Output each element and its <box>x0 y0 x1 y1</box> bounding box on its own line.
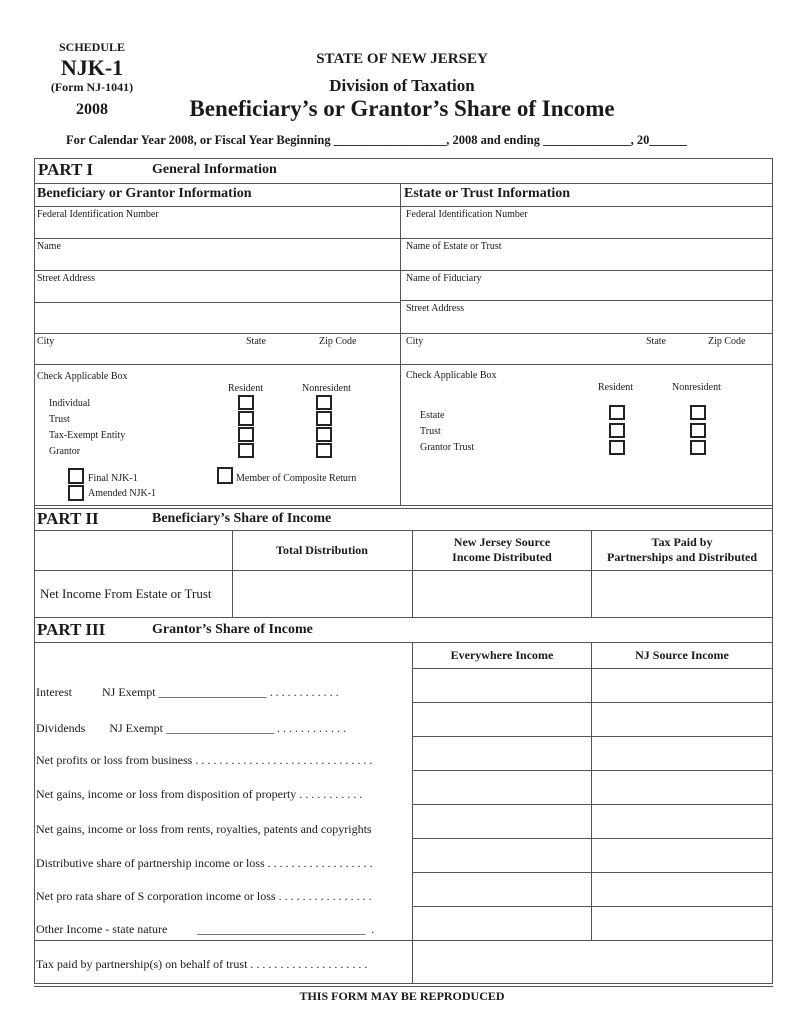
fiduciary-name-field[interactable]: Name of Fiduciary <box>406 273 482 284</box>
tax-paid-header-1: Tax Paid by <box>651 535 713 549</box>
estate-zip-field[interactable]: Zip Code <box>708 336 746 347</box>
beneficiary-fein-field[interactable]: Federal Identification Number <box>37 209 159 220</box>
net-profits-row: Net profits or loss from business . . . . . . . . . . . . . . . . . . . . . . . . . . . . . . <box>36 753 373 767</box>
final-njk1-checkbox[interactable] <box>68 468 84 484</box>
tax-paid-field[interactable] <box>592 571 772 616</box>
dividends-row: Dividends NJ Exempt __________________ . . . . . . . . . . . . <box>36 721 346 735</box>
beneficiary-zip-field[interactable]: Zip Code <box>319 336 357 347</box>
grantor-trust-resident-checkbox[interactable] <box>609 440 625 455</box>
beneficiary-state-field[interactable]: State <box>246 336 266 347</box>
estate-name-field[interactable]: Name of Estate or Trust <box>406 241 502 252</box>
reproduce-notice: THIS FORM MAY BE REPRODUCED <box>299 989 505 1003</box>
nj-source-field[interactable] <box>413 571 590 616</box>
net-income-label: Net Income From Estate or Trust <box>40 586 212 601</box>
right-nonresident-label: Nonresident <box>672 382 721 393</box>
type-trust: Trust <box>49 414 70 425</box>
state-label: STATE OF NEW JERSEY <box>316 51 488 67</box>
composite-return-checkbox[interactable] <box>217 467 233 484</box>
beneficiary-name-field[interactable]: Name <box>37 241 61 252</box>
taxexempt-nonresident-checkbox[interactable] <box>316 427 332 442</box>
other-income-row: Other Income - state nature ____________________________ . <box>36 922 375 936</box>
type-grantor-trust: Grantor Trust <box>420 442 475 453</box>
s-corp-share-row: Net pro rata share of S corporation income or loss . . . . . . . . . . . . . . . . <box>36 889 372 903</box>
form-year: 2008 <box>76 101 108 118</box>
type-estate-trust: Trust <box>420 426 441 437</box>
final-njk1-label: Final NJK-1 <box>88 473 138 484</box>
right-check-label: Check Applicable Box <box>406 370 497 381</box>
right-resident-label: Resident <box>598 382 633 393</box>
interest-row: Interest NJ Exempt __________________ . . . . . . . . . . . . <box>36 685 339 699</box>
type-tax-exempt: Tax-Exempt Entity <box>49 430 126 441</box>
tax-period: For Calendar Year 2008, or Fiscal Year Beginning __________________, 2008 and ending ______________, 20______ <box>66 133 687 147</box>
partnership-share-row: Distributive share of partnership income or loss . . . . . . . . . . . . . . . . . . <box>36 856 373 870</box>
part2-title: Beneficiary’s Share of Income <box>152 511 332 526</box>
type-grantor: Grantor <box>49 446 81 457</box>
rents-royalties-row: Net gains, income or loss from rents, royalties, patents and copyrights <box>36 822 372 836</box>
schedule-label: SCHEDULE <box>58 40 126 54</box>
estate-resident-checkbox[interactable] <box>609 405 625 420</box>
nj-source-header-2: Income Distributed <box>452 550 552 564</box>
estate-nonresident-checkbox[interactable] <box>690 405 706 420</box>
form-ref: (Form NJ-1041) <box>50 80 134 94</box>
everywhere-income-header: Everywhere Income <box>450 648 554 662</box>
individual-nonresident-checkbox[interactable] <box>316 395 332 410</box>
estate-fein-field[interactable]: Federal Identification Number <box>406 209 528 220</box>
trust-resident-checkbox[interactable] <box>238 411 254 426</box>
beneficiary-heading: Beneficiary or Grantor Information <box>37 186 252 201</box>
part1-label: PART I <box>38 160 93 179</box>
nj-source-income-header: NJ Source Income <box>635 648 729 662</box>
individual-resident-checkbox[interactable] <box>238 395 254 410</box>
division-label: Division of Taxation <box>329 76 475 95</box>
estate-street-field[interactable]: Street Address <box>406 303 465 314</box>
total-distribution-header: Total Distribution <box>276 543 368 557</box>
amended-njk1-label: Amended NJK-1 <box>88 488 157 499</box>
estate-trust-resident-checkbox[interactable] <box>609 423 625 438</box>
total-distribution-field[interactable] <box>233 571 411 616</box>
nj-source-header-1: New Jersey Source <box>453 535 551 549</box>
page-title: Beneficiary’s or Grantor’s Share of Income <box>189 96 615 121</box>
type-individual: Individual <box>49 398 91 409</box>
trust-nonresident-checkbox[interactable] <box>316 411 332 426</box>
estate-heading: Estate or Trust Information <box>404 186 571 201</box>
part2-label: PART II <box>37 509 99 528</box>
grantor-trust-nonresident-checkbox[interactable] <box>690 440 706 455</box>
grantor-resident-checkbox[interactable] <box>238 443 254 458</box>
part3-label: PART III <box>37 620 106 639</box>
part1-title: General Information <box>152 162 277 177</box>
estate-city-field[interactable]: City <box>406 336 424 347</box>
taxexempt-resident-checkbox[interactable] <box>238 427 254 442</box>
composite-return-label: Member of Composite Return <box>236 473 357 484</box>
estate-state-field[interactable]: State <box>646 336 666 347</box>
property-gains-row: Net gains, income or loss from disposition of property . . . . . . . . . . . <box>36 787 363 801</box>
left-check-label: Check Applicable Box <box>37 371 128 382</box>
amended-njk1-checkbox[interactable] <box>68 485 84 501</box>
beneficiary-city-field[interactable]: City <box>37 336 55 347</box>
form-id: NJK-1 <box>60 55 124 80</box>
left-nonresident-label: Nonresident <box>302 383 351 394</box>
beneficiary-street-field[interactable]: Street Address <box>37 273 96 284</box>
estate-trust-nonresident-checkbox[interactable] <box>690 423 706 438</box>
part3-title: Grantor’s Share of Income <box>152 622 313 637</box>
left-resident-label: Resident <box>228 383 263 394</box>
type-estate: Estate <box>420 410 445 421</box>
grantor-nonresident-checkbox[interactable] <box>316 443 332 458</box>
tax-paid-partnership-row: Tax paid by partnership(s) on behalf of trust . . . . . . . . . . . . . . . . . . . . <box>36 957 368 971</box>
tax-paid-header-2: Partnerships and Distributed <box>606 550 758 564</box>
